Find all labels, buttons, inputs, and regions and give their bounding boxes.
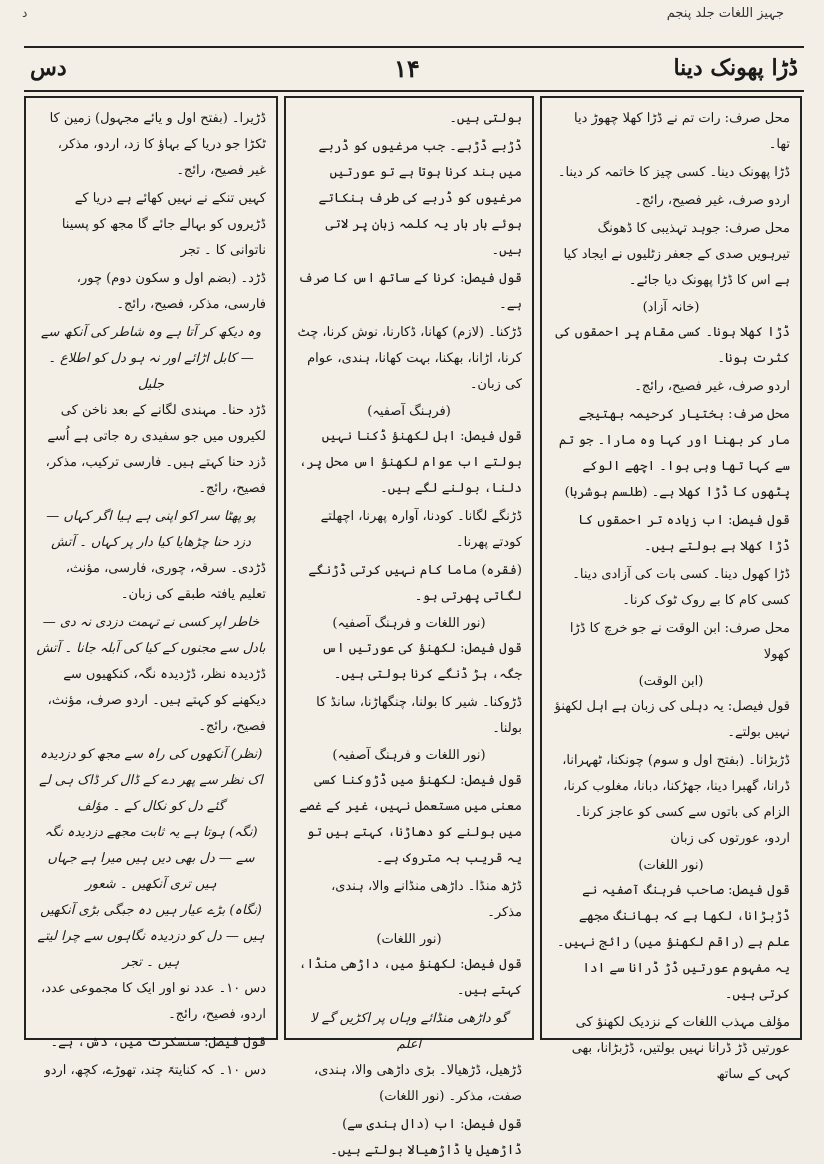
verse-line: وہ دیکھ کر آتا ہے وہ شاطر کی آنکھ سے — کابل اڑائے اور نہ ہو دل کو اطلاع ۔ جلیل	[40, 325, 262, 392]
source-citation: (ابن الوقت)	[638, 674, 704, 689]
dictionary-entry: محل صرف: رات تم نے ڈڑا کھلا چھوڑ دیا تھا۔	[574, 111, 790, 152]
verse-line: خاطر اپر کسی نے تہمت دزدی نہ دی — بادل سے مجنوں کے کیا کی آبلہ جانا ۔ آتش	[36, 615, 266, 656]
dictionary-entry: ڈڑبے ڈڑبے۔ جب مرغیوں کو ڈربے میں بند کرنا ہوتا ہے تو عورتیں مرغیوں کو ڈربے کی طرف ہنکاتے ہوئے بار بار یہ کلمہ زبان پر لاتی ہیں۔	[318, 139, 522, 258]
dictionary-entry: قول فیصل: سنسکرت میں، دش، ہے۔	[50, 1035, 266, 1050]
verse-line: گو داڑھی منڈائے وہاں پر اکڑیں گے لا اعلم	[310, 1011, 508, 1052]
dictionary-entry: ڈڑد۔ (بضم اول و سکون دوم) چور، فارسی، مذکر، فصیح، رائج۔	[76, 271, 266, 312]
page-header	[24, 46, 804, 92]
corner-mark: د	[22, 6, 28, 20]
dictionary-entry: محل صرف: بختیار کرحیمہ بھتیجے مار کر بھنا اور کہا وہ مارا۔ جو تم سے کہا تھا وہی ہوا۔ اچھے الوکے پٹھوں کا ڈڑا کھلا ہے۔ (طلسم ہوشربا)	[558, 407, 790, 500]
dictionary-entry: مؤلف مہذب اللغات کے نزدیک لکھنؤ کی عورتیں ڈڑ ڈرانا نہیں بولتیں، ڈڑبڑانا، بھی کہی کے ساتھ	[571, 1015, 790, 1082]
header-first-word: ڈڑا پھونک دینا	[673, 55, 798, 81]
dictionary-entry: ڈڑکنا۔ (لازم) کھانا، ڈکارنا، نوش کرنا، چٹ کرنا، اڑانا، بھکنا، بہت کھانا، ہندی، عوام کی زبان۔	[297, 325, 522, 392]
dictionary-entry: اردو صرف، غیر فصیح، رائج۔	[634, 379, 790, 394]
dictionary-entry: قول فیصل: اہل لکھنؤ ڈکنا نہیں بولتے اب عوام لکھنؤ اس محل پر، دلنا، بولنے لگے ہیں۔	[299, 429, 522, 496]
dictionary-entry: دس ۱۰۔ کہ کنایتہً چند، تھوڑے، کچھ، اردو	[44, 1063, 266, 1078]
dictionary-entry: محل صرف: ابن الوقت نے جو خرچ کا ڈڑا کھولا	[569, 621, 790, 662]
dictionary-entry: ڈڑا کھلا ہونا۔ کسی مقام پر احمقوں کی کثرت ہونا۔	[555, 325, 790, 366]
dictionary-entry: ڈڑدیدہ نظر، ڈڑدیدہ نگہ، کنکھیوں سے دیکھنے کو کہتے ہیں۔ اردو صرف، مؤنث، فصیح، رائج۔	[47, 667, 266, 734]
dictionary-entry: محل صرف: جوہد تہذیبی کا ڈھونگ تیرہویں صدی کے جعفر زٹلیوں نے ایجاد کیا ہے اس کا ڈڑا پھونک دیا جائے۔	[563, 221, 790, 288]
source-citation: (نور اللغات)	[638, 858, 704, 873]
dictionary-entry: اردو صرف، غیر فصیح، رائج۔	[634, 193, 790, 208]
column-middle	[284, 96, 534, 1158]
source-citation: (نور اللغات و فرہنگ آصفیہ)	[332, 616, 486, 631]
page-number: ۱۴	[394, 54, 420, 83]
dictionary-entry: ڈڑا کھول دینا۔ کسی بات کی آزادی دینا۔ کسی کام کا بے روک ٹوک کرنا۔	[572, 567, 790, 608]
dictionary-entry: ڈڑدی۔ سرقہ، چوری، فارسی، مؤنث، تعلیم یافتہ طبقے کی زبان۔	[65, 561, 266, 602]
verse-line: (نگہ) ہوتا ہے یہ ثابت مجھے دزدیدہ نگہ سے — دل بھی دیں ہیں میرا ہے جہاں ہیں تری آنکھیں ۔ شعور	[44, 825, 258, 892]
header-last-word: دس	[30, 55, 67, 81]
source-citation: (نور اللغات و فرہنگ آصفیہ)	[332, 748, 486, 763]
dictionary-entry: (فقرہ) ماما کام نہیں کرتی ڈڑنگے لگاتی پھرتی ہو۔	[308, 563, 522, 604]
source-citation: (فرہنگ آصفیہ)	[367, 404, 451, 419]
column-right	[540, 96, 802, 1082]
column-left	[24, 96, 278, 1078]
verse-line: (نظر) آنکھوں کی راہ سے مجھ کو دزدیدہ اک نظر سے پھر دے کے ڈال کر ڈاک ہی لے گئے دل کو نکال کے ۔ مؤلف	[39, 747, 263, 814]
dictionary-entry: قول فیصل: اب (دال ہندی سے) ڈاڑھیل یا ڈاڑھیالا بولتے ہیں۔	[330, 1117, 522, 1158]
dictionary-entry: ڈڑنگے لگانا۔ کودنا، آوارہ پھرنا، اچھلتے کودتے پھرنا۔	[320, 509, 522, 550]
book-title-note: جہیز اللغات جلد پنجم	[666, 6, 784, 21]
verse-line: پو پھٹا سر اکو اپنی ہے ہیا اگر کہاں — دزد حنا چڑھایا کیا دار پر کہاں ۔ آتش	[46, 509, 256, 550]
dictionary-entry: ڈڑد حنا۔ مہندی لگانے کے بعد ناخن کی لکیروں میں جو سفیدی رہ جاتی ہے اُسے ڈزد حنا کہتے ہیں۔ فارسی ترکیب، مذکر، فصیح، رائج۔	[45, 403, 266, 496]
source-citation: (خانہ آزاد)	[642, 300, 700, 315]
dictionary-entry: کہیں تنکے نے نہیں کھائے ہے دریا کے ڈڑیروں کو بہالے جائے گا مجھ کو پسینا ناتوانی کا ۔ تجر	[61, 191, 266, 258]
dictionary-entry: ڈڑھیل، ڈڑھیالا۔ بڑی داڑھی والا، ہندی، صفت، مذکر۔ (نور اللغات)	[314, 1063, 522, 1104]
dictionary-entry: قول فیصل: لکھنؤ میں، داڑھی منڈا، کہتے ہیں۔	[298, 957, 522, 998]
dictionary-entry: قول فیصل: صاحب فرہنگ آصفیہ نے ڈڑبڑانا، لکھا ہے کہ بھاننگ مجھے علم ہے (راقم لکھنؤ میں) رائج نہیں۔ یہ مفہوم عورتیں ڈڑ ڈرانا سے ادا کرتی ہیں۔	[557, 883, 790, 1002]
dictionary-entry: بولتی ہیں۔	[449, 111, 522, 126]
dictionary-entry: قول فیصل: لکھنؤ کی عورتیں اس جگہ، ہڑ ڈنگے کرنا بولتی ہیں۔	[321, 641, 522, 682]
dictionary-entry: ڈڑبڑانا۔ (بفتح اول و سوم) چونکنا، ٹھہرانا، ڈرانا، گھبرا دینا، جھڑکنا، دبانا، مغلوب کرنا، الزام کی باتوں سے کسی کو عاجز کرنا۔ اردو، عورتوں کی زبان	[562, 753, 790, 846]
dictionary-entry: قول فیصل: لکھنؤ میں ڈڑوکنا کسی معنی میں مستعمل نہیں، غیر کے غصے میں بولنے کو دھاڑنا، کہتے ہیں تو یہ قریب بہ متروک ہے۔	[299, 773, 522, 866]
source-citation: (نور اللغات)	[376, 932, 442, 947]
dictionary-entry: دس ۱۰۔ عدد نو اور ایک کا مجموعی عدد، اردو، فصیح، رائج۔	[41, 981, 266, 1022]
verse-line: (نگاہ) بڑے عیار ہیں دہ جبگی بڑی آنکھیں ہیں — دل کو دزدیدہ نگاہوں سے چرا لیتے ہیں ۔ تجر	[37, 903, 265, 970]
dictionary-entry: قول فیصل: یہ دہلی کی زبان ہے اہل لکھنؤ نہیں بولتے۔	[554, 699, 790, 740]
dictionary-entry: ڈڑھ منڈا۔ داڑھی منڈانے والا، ہندی، مذکر۔	[331, 879, 522, 920]
dictionary-entry: ڈڑیرا۔ (بفتح اول و یائے مجہول) زمین کا ٹکڑا جو دریا کے بہاؤ کا زد، اردو، مذکر، غیر فصیح، رائج۔	[49, 111, 266, 178]
dictionary-entry: ڈڑوکنا۔ شیر کا بولنا، چنگھاڑنا، سانڈ کا بولنا۔	[316, 695, 522, 736]
dictionary-entry: قول فیصل: کرنا کے ساتھ اس کا صرف ہے۔	[298, 271, 522, 312]
dictionary-entry: ڈڑا پھونک دینا۔ کسی چیز کا خاتمہ کر دینا۔	[557, 165, 790, 180]
dictionary-entry: قول فیصل: اب زیادہ تر احمقوں کا ڈڑا کھلا ہے بولتے ہیں۔	[578, 513, 790, 554]
